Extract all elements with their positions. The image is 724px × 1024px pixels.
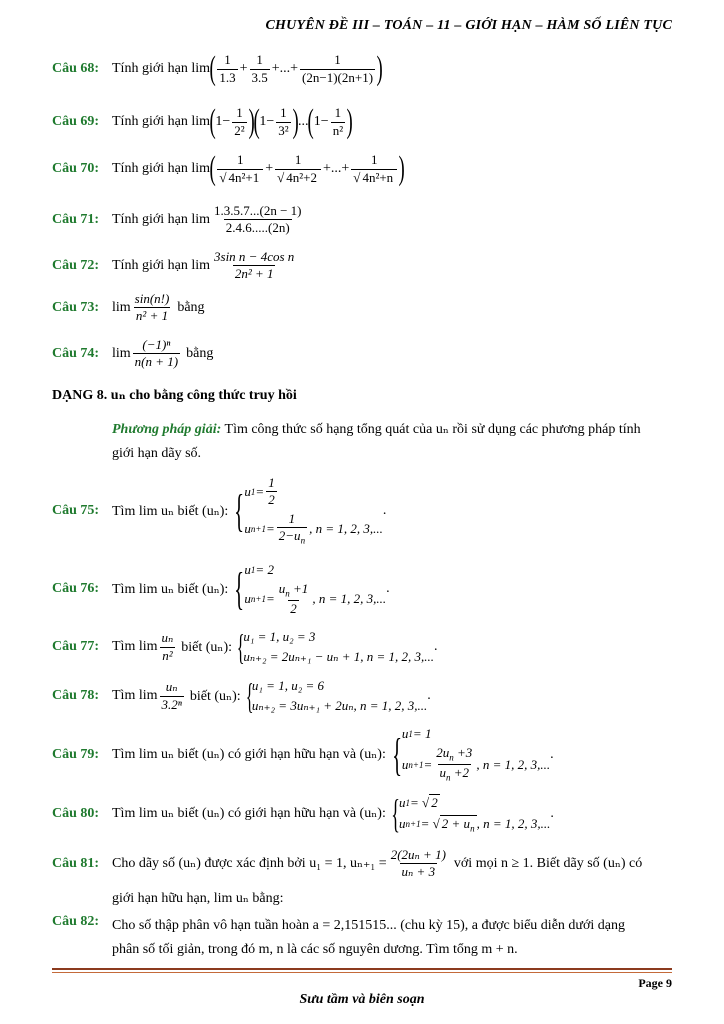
question-label: Câu 77: bbox=[52, 639, 100, 654]
question-label: Câu 72: bbox=[52, 257, 100, 273]
question-text: Tìm lim bbox=[112, 688, 158, 703]
question-74: Câu 74: lim $\frac{\text{(−1)ⁿ}}{n(n + 1)}$ bằng bbox=[52, 337, 214, 370]
question-label: Câu 76: bbox=[52, 581, 100, 597]
question-text: Tìm lim bbox=[112, 639, 158, 654]
question-label: Câu 68: bbox=[52, 61, 100, 76]
question-text: Tìm lim uₙ biết (uₙ): bbox=[112, 503, 229, 519]
method-paragraph: Phương pháp giải: Tìm công thức số hạng tổng quát của uₙ rồi sử dụng các phương pháp tính giới hạn dãy số. bbox=[112, 422, 641, 461]
question-label: Câu 71: bbox=[52, 211, 100, 227]
footer-divider-thin bbox=[52, 972, 672, 973]
question-80: Câu 80: Tìm lim uₙ biết (uₙ) có giới hạn hữu hạn và (uₙ): { u 1 = √ 2 u n+1 = √ $2 + u_n$ , n = 1, 2, 3,... . bbox=[52, 790, 554, 836]
question-label: Câu 75: bbox=[52, 503, 100, 519]
question-label: Câu 82: bbox=[52, 914, 100, 929]
question-text: Tính giới hạn lim bbox=[112, 114, 211, 129]
footer-credit: Sưu tầm và biên soạn bbox=[299, 992, 425, 1007]
question-76: Câu 76: Tìm lim uₙ biết (uₙ): { u 1 = 2 u n+1 = $\frac{u_n +1}{2}$ , n = 1, 2, 3,... . bbox=[52, 562, 390, 617]
section-title: DẠNG 8. uₙ cho bằng công thức truy hồi bbox=[52, 388, 297, 403]
footer-divider bbox=[52, 968, 672, 970]
question-label: Câu 81: bbox=[52, 855, 100, 871]
question-71: Câu 71: Tính giới hạn lim $\frac{1.3.5.7...(2n - 1)}{2.4.6.....(2n)}$ bbox=[52, 203, 302, 236]
question-text: Tìm lim uₙ biết (uₙ): bbox=[112, 581, 229, 597]
question-label: Câu 74: bbox=[52, 345, 100, 361]
question-label: Câu 70: bbox=[52, 161, 100, 176]
question-82: Câu 82: Cho số thập phân vô hạn tuần hoàn a = 2,151515... (chu kỳ 15), a được biểu diễn dưới dạng phân số tối giản, trong đó m, n là các số nguyên dương. Tìm tổng m + n. bbox=[52, 914, 626, 957]
question-78: Câu 78: Tìm lim $\frac{\text{uₙ}}{\text{3.2ⁿ}}$ biết (uₙ): { u₁ = 1, u₂ = 6 uₙ₊₂ = 3uₙ₊₁ + 2uₙ, n = 1, 2, 3,... . bbox=[52, 676, 431, 716]
question-text: Tính giới hạn lim bbox=[112, 161, 211, 176]
question-79: Câu 79: Tìm lim uₙ biết (uₙ) có giới hạn hữu hạn và (uₙ): { u 1 = 1 u n+1 = $\frac{2u_n +3}{u_n +2}$ , n = 1, 2, 3,... . bbox=[52, 726, 554, 784]
question-73: Câu 73: lim $\frac{\sin(n!)}{\text{n² + 1}}$ bằng bbox=[52, 291, 205, 324]
question-text: Tính giới hạn lim bbox=[112, 211, 211, 227]
question-69: Câu 69: Tính giới hạn lim ( 1− $\frac{1}{\text{2²}}$ ) ( 1− $\frac{1}{\text{3²}}$ ) ... ( 1− $\frac{1}{\text{n²}}$ ) bbox=[52, 103, 353, 140]
question-label: Câu 69: bbox=[52, 114, 100, 129]
question-label: Câu 78: bbox=[52, 688, 100, 703]
question-text: Tìm lim uₙ biết (uₙ) có giới hạn hữu hạn và (uₙ): bbox=[112, 747, 386, 763]
question-text: Tính giới hạn lim bbox=[112, 257, 211, 273]
question-81-continued: giới hạn hữu hạn, lim uₙ bằng: bbox=[112, 891, 284, 906]
question-label: Câu 73: bbox=[52, 299, 100, 315]
page-header: CHUYÊN ĐỀ III – TOÁN – 11 – GIỚI HẠN – HÀM SỐ LIÊN TỤC bbox=[265, 18, 672, 33]
question-72: Câu 72: Tính giới hạn lim $\frac{\text{3sin n − 4cos n}}{\text{2n² + 1}}$ bbox=[52, 249, 295, 282]
page-number: Page 9 bbox=[638, 976, 672, 990]
question-75: Câu 75: Tìm lim uₙ biết (uₙ): { u 1 = $\frac{1}{2}$ u n+1 = $\frac{1}{2-u_n}$ , n = 1, 2, 3,... . bbox=[52, 475, 387, 546]
question-text: Tính giới hạn lim bbox=[112, 61, 211, 76]
question-label: Câu 80: bbox=[52, 805, 100, 821]
question-77: Câu 77: Tìm lim $\frac{\text{uₙ}}{\text{n²}}$ biết (uₙ): { u₁ = 1, u₂ = 3 uₙ₊₂ = 2uₙ₊₁ − uₙ + 1, n = 1, 2, 3,... . bbox=[52, 627, 438, 667]
question-68: Câu 68: Tính giới hạn lim ( $\frac{1}{1.3}$ + $\frac{1}{3.5}$ +...+ $\frac{1}{(2n-1)(2n+1)}$ ) bbox=[52, 50, 383, 87]
question-81: Câu 81: Cho dãy số (uₙ) được xác định bởi u₁ = 1, uₙ₊₁ = $\frac{\text{2(2uₙ + 1)}}{\text{uₙ + 3}}$ với mọi n ≥ 1. Biết dãy số (uₙ) có bbox=[52, 847, 643, 880]
question-label: Câu 79: bbox=[52, 746, 100, 762]
question-70: Câu 70: Tính giới hạn lim ( $\frac{1}{\text{√ 4n²+1}}$ + $\frac{1}{\text{√ 4n²+2}}$ +...+ $\frac{1}{\text{√ 4n²+n}}$ ) bbox=[52, 150, 405, 187]
question-text: Tìm lim uₙ biết (uₙ) có giới hạn hữu hạn và (uₙ): bbox=[112, 806, 386, 822]
